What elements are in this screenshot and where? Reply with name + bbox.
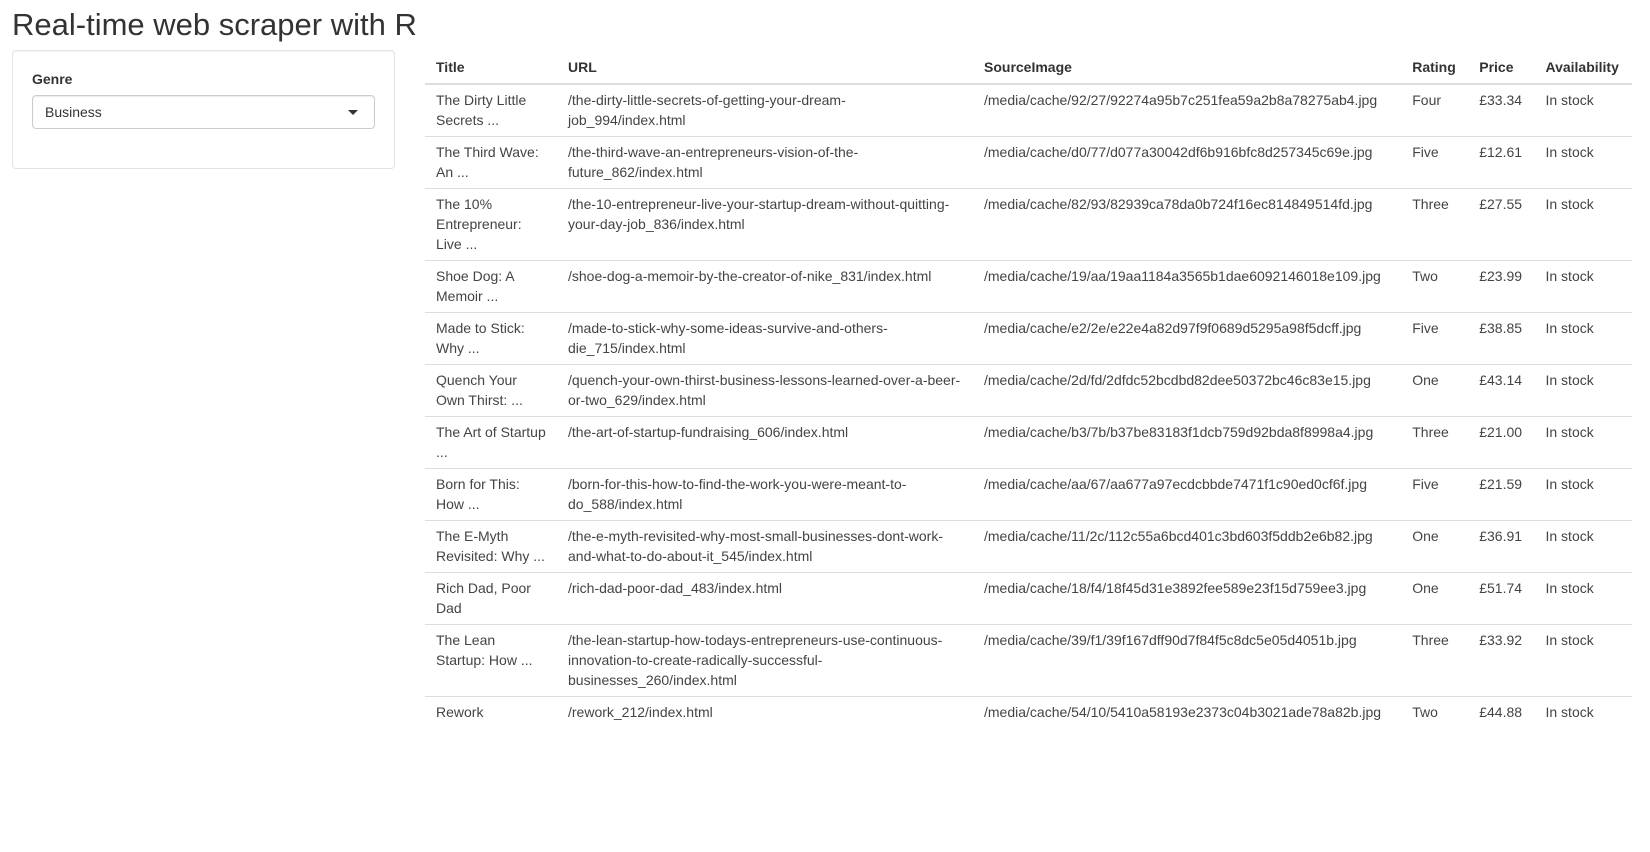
genre-select[interactable]	[32, 95, 375, 129]
cell-url: /the-art-of-startup-fundraising_606/index.html	[557, 417, 973, 469]
table-row	[425, 189, 1632, 261]
caret-down-icon	[348, 110, 358, 115]
table-row	[425, 697, 1632, 729]
cell-url: /the-third-wave-an-entrepreneurs-vision-of-the-future_862/index.html	[557, 137, 973, 189]
table-row	[425, 469, 1632, 521]
column-header-url: URL	[557, 52, 973, 84]
genre-select-value: Business	[45, 104, 102, 120]
cell-title: The Art of Startup ...	[425, 417, 557, 469]
cell-url: /made-to-stick-why-some-ideas-survive-and-others-die_715/index.html	[557, 313, 973, 365]
cell-title: The Third Wave: An ...	[425, 137, 557, 189]
cell-source-image: /media/cache/18/f4/18f45d31e3892fee589e23f15d759ee3.jpg	[973, 573, 1401, 625]
cell-rating: Five	[1401, 469, 1468, 521]
cell-url: /born-for-this-how-to-find-the-work-you-were-meant-to-do_588/index.html	[557, 469, 973, 521]
cell-price: £23.99	[1468, 261, 1534, 313]
cell-price: £51.74	[1468, 573, 1534, 625]
cell-rating: Two	[1401, 261, 1468, 313]
cell-price: £33.92	[1468, 625, 1534, 697]
cell-price: £38.85	[1468, 313, 1534, 365]
cell-rating: One	[1401, 573, 1468, 625]
cell-availability: In stock	[1534, 313, 1632, 365]
table-row	[425, 417, 1632, 469]
cell-rating: Two	[1401, 697, 1468, 729]
cell-availability: In stock	[1534, 261, 1632, 313]
column-header-title: Title	[425, 52, 557, 84]
cell-source-image: /media/cache/82/93/82939ca78da0b724f16ec814849514fd.jpg	[973, 189, 1401, 261]
cell-title: The Lean Startup: How ...	[425, 625, 557, 697]
cell-price: £43.14	[1468, 365, 1534, 417]
table-row	[425, 521, 1632, 573]
cell-source-image: /media/cache/39/f1/39f167dff90d7f84f5c8dc5e05d4051b.jpg	[973, 625, 1401, 697]
page-title: Real-time web scraper with R	[12, 7, 417, 42]
cell-title: The E-Myth Revisited: Why ...	[425, 521, 557, 573]
cell-title: Quench Your Own Thirst: ...	[425, 365, 557, 417]
cell-source-image: /media/cache/b3/7b/b37be83183f1dcb759d92bda8f8998a4.jpg	[973, 417, 1401, 469]
cell-price: £21.59	[1468, 469, 1534, 521]
cell-source-image: /media/cache/19/aa/19aa1184a3565b1dae6092146018e109.jpg	[973, 261, 1401, 313]
cell-title: The Dirty Little Secrets ...	[436, 92, 527, 128]
cell-price: £27.55	[1468, 189, 1534, 261]
column-header-price: Price	[1468, 52, 1534, 84]
cell-availability: In stock	[1534, 189, 1632, 261]
cell-price: £36.91	[1468, 521, 1534, 573]
cell-availability: In stock	[1545, 92, 1594, 108]
cell-title: Shoe Dog: A Memoir ...	[425, 261, 557, 313]
cell-price: £21.00	[1468, 417, 1534, 469]
cell-rating: One	[1401, 521, 1468, 573]
cell-availability: In stock	[1534, 697, 1632, 729]
column-header-rating: Rating	[1401, 52, 1468, 84]
cell-url: /the-10-entrepreneur-live-your-startup-dream-without-quitting-your-day-job_836/index.html	[557, 189, 973, 261]
cell-url: /the-dirty-little-secrets-of-getting-your-dream-job_994/index.html	[568, 92, 846, 128]
cell-url: /rich-dad-poor-dad_483/index.html	[557, 573, 973, 625]
cell-source-image: /media/cache/d0/77/d077a30042df6b916bfc8d257345c69e.jpg	[973, 137, 1401, 189]
table-row	[425, 261, 1632, 313]
cell-title: Rework	[425, 697, 557, 729]
cell-source-image: /media/cache/92/27/92274a95b7c251fea59a2b8a78275ab4.jpg	[984, 92, 1378, 108]
table-row	[425, 313, 1632, 365]
cell-rating: Five	[1401, 313, 1468, 365]
cell-price: £12.61	[1468, 137, 1534, 189]
cell-source-image: /media/cache/11/2c/112c55a6bcd401c3bd603f5ddb2e6b82.jpg	[973, 521, 1401, 573]
cell-url: /shoe-dog-a-memoir-by-the-creator-of-nike_831/index.html	[557, 261, 973, 313]
column-header-availability: Availability	[1534, 52, 1632, 84]
table-row	[425, 365, 1632, 417]
cell-rating: One	[1401, 365, 1468, 417]
cell-availability: In stock	[1534, 417, 1632, 469]
cell-rating: Four	[1412, 92, 1442, 108]
cell-rating: Five	[1401, 137, 1468, 189]
cell-rating: Three	[1401, 625, 1468, 697]
cell-rating: Three	[1401, 417, 1468, 469]
cell-price: £44.88	[1468, 697, 1534, 729]
cell-url: /the-lean-startup-how-todays-entrepreneurs-use-continuous-innovation-to-create-radically-successful-businesses_260/index.html	[557, 625, 973, 697]
column-header-source-image: SourceImage	[973, 52, 1401, 84]
cell-availability: In stock	[1534, 573, 1632, 625]
cell-url: /quench-your-own-thirst-business-lessons-learned-over-a-beer-or-two_629/index.html	[557, 365, 973, 417]
cell-source-image: /media/cache/aa/67/aa677a97ecdcbbde7471f1c90ed0cf6f.jpg	[973, 469, 1401, 521]
table-row	[425, 137, 1632, 189]
results-table-container	[425, 52, 1632, 728]
cell-rating: Three	[1401, 189, 1468, 261]
cell-title: Born for This: How ...	[425, 469, 557, 521]
cell-url: /rework_212/index.html	[557, 697, 973, 729]
cell-price: £33.34	[1479, 92, 1523, 108]
genre-label: Genre	[32, 71, 73, 87]
table-row	[425, 573, 1632, 625]
cell-source-image: /media/cache/e2/2e/e22e4a82d97f9f0689d5295a98f5dcff.jpg	[973, 313, 1401, 365]
cell-availability: In stock	[1534, 469, 1632, 521]
cell-availability: In stock	[1534, 365, 1632, 417]
cell-availability: In stock	[1534, 625, 1632, 697]
sidebar-panel	[12, 50, 395, 169]
table-header-row	[425, 52, 1632, 84]
cell-availability: In stock	[1534, 137, 1632, 189]
results-table	[425, 52, 1632, 728]
cell-title: Rich Dad, Poor Dad	[425, 573, 557, 625]
cell-availability: In stock	[1534, 521, 1632, 573]
cell-source-image: /media/cache/2d/fd/2dfdc52bcdbd82dee50372bc46c83e15.jpg	[973, 365, 1401, 417]
cell-title: Made to Stick: Why ...	[425, 313, 557, 365]
cell-url: /the-e-myth-revisited-why-most-small-businesses-dont-work-and-what-to-do-about-it_545/index.html	[557, 521, 973, 573]
table-row	[425, 84, 1632, 137]
cell-title: The 10% Entrepreneur: Live ...	[425, 189, 557, 261]
cell-source-image: /media/cache/54/10/5410a58193e2373c04b3021ade78a82b.jpg	[973, 697, 1401, 729]
table-row	[425, 625, 1632, 697]
